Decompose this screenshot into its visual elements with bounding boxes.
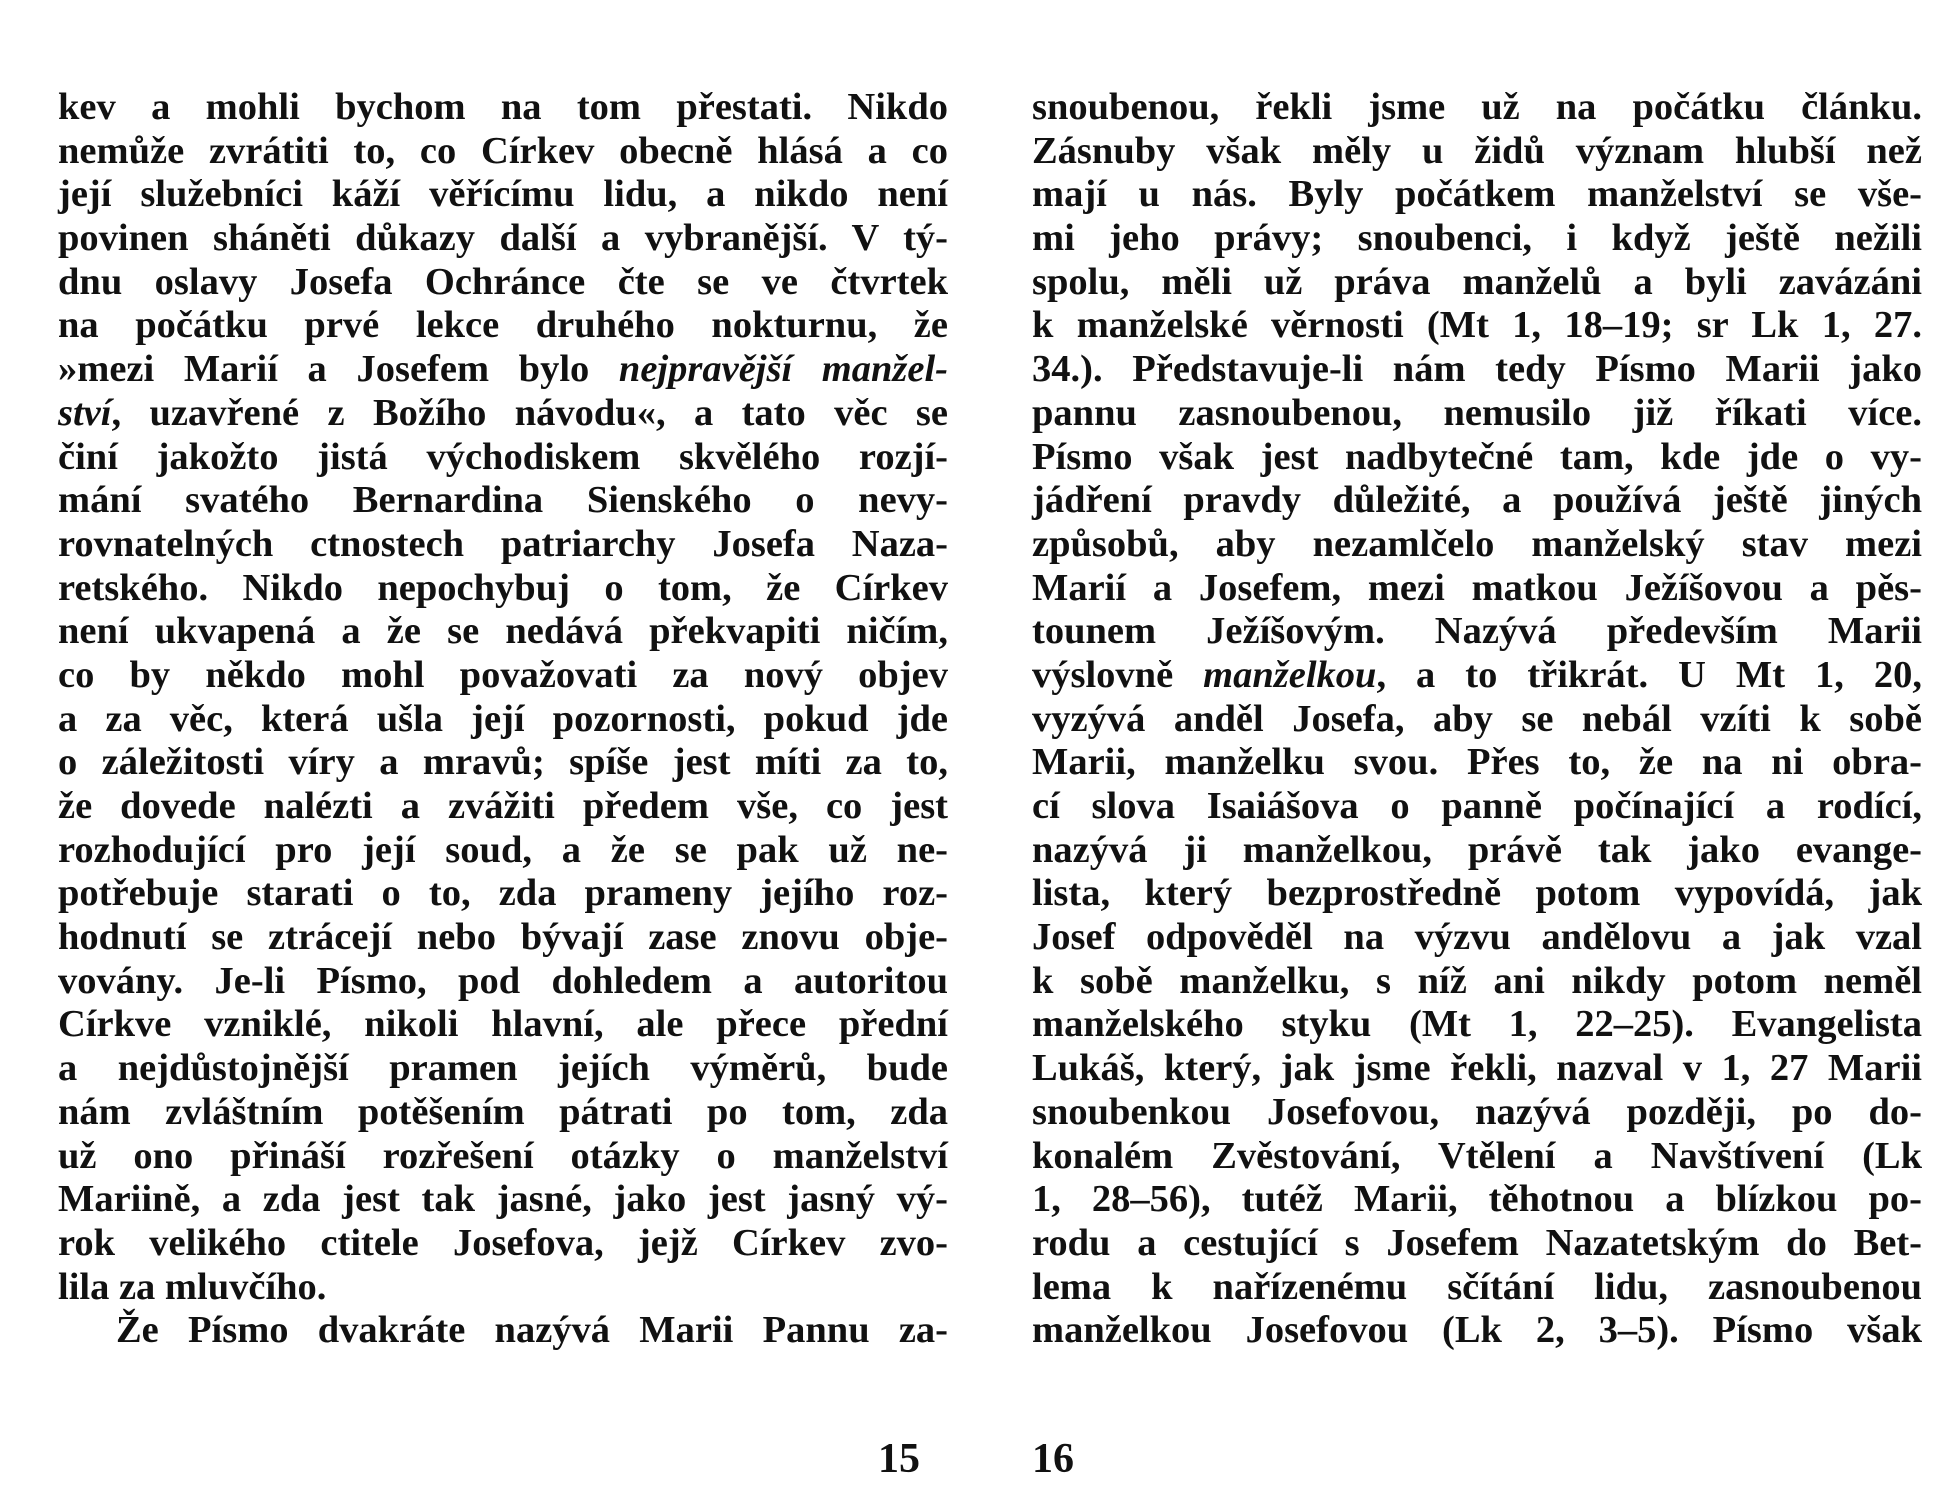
text-line: pannu zasnoubenou, nemusilo již říkati více. bbox=[1032, 391, 1922, 434]
text-line: snoubenou, řekli jsme už na počátku článku. bbox=[1032, 86, 1922, 128]
text-line: lema k nařízenému sčítání lidu, zasnoubenou bbox=[1032, 1265, 1922, 1308]
text-run: »mezi Marií a Josefem bylo bbox=[58, 348, 619, 391]
text-line: činí jakožto jistá východiskem skvělého rozjí- bbox=[58, 435, 948, 478]
text-line: co by někdo mohl považovati za nový objev bbox=[58, 653, 948, 696]
text-line: snoubenkou Josefovou, nazývá později, po do- bbox=[1032, 1090, 1922, 1133]
text-line: dnu oslavy Josefa Ochránce čte se ve čtvrtek bbox=[58, 260, 948, 303]
text-line: lista, který bezprostředně potom vypovídá, jak bbox=[1032, 872, 1922, 915]
text-line: nazývá ji manželkou, právě tak jako evange- bbox=[1032, 828, 1922, 871]
text-line: že dovede nalézti a zvážiti předem vše, co jest bbox=[58, 785, 948, 827]
right-page bbox=[1032, 86, 1922, 1353]
text-line: vyzývá anděl Josefa, aby se nebál vzíti k sobě bbox=[1032, 697, 1922, 740]
text-line: Zásnuby však měly u židů význam hlubší než bbox=[1032, 129, 1922, 172]
text-run: , a to třikrát. U Mt 1, 20, bbox=[1376, 653, 1922, 696]
text-line: lila za mluvčího. bbox=[58, 1265, 327, 1308]
text-run: , uzavřené z Božího návodu«, a tato věc se bbox=[111, 391, 948, 434]
text-line: Církve vzniklé, nikoli hlavní, ale přece přední bbox=[58, 1003, 948, 1046]
text-line: a nejdůstojnější pramen jejích výměrů, bude bbox=[58, 1047, 948, 1090]
text-line: rovnatelných ctnostech patriarchy Josefa Naza- bbox=[58, 522, 948, 565]
left-page bbox=[58, 86, 948, 1353]
emphasized-text: nejpravější manžel- bbox=[618, 348, 948, 391]
text-line: mají u nás. Byly počátkem manželství se vše- bbox=[1032, 173, 1922, 216]
text-line: k manželské věrnosti (Mt 1, 18–19; sr Lk 1, 27. bbox=[1032, 304, 1922, 347]
text-line: 34.). Představuje-li nám tedy Písmo Marii jako bbox=[1032, 348, 1922, 391]
text-line: 1, 28–56), tutéž Marii, těhotnou a blízkou po- bbox=[1032, 1178, 1922, 1221]
text-line: kev a mohli bychom na tom přestati. Nikdo bbox=[58, 86, 948, 128]
text-line: jádření pravdy důležité, a používá ještě jiných bbox=[1032, 479, 1922, 522]
text-line: tounem Ježíšovým. Nazývá především Marii bbox=[1032, 610, 1922, 653]
emphasized-text: manželkou bbox=[1203, 653, 1377, 696]
text-line: cí slova Isaiášova o panně počínající a rodící, bbox=[1032, 785, 1922, 827]
text-line: manželkou Josefovou (Lk 2, 3–5). Písmo však bbox=[1032, 1309, 1922, 1352]
text-line: k sobě manželku, s níž ani nikdy potom neměl bbox=[1032, 959, 1922, 1002]
text-line: spolu, měli už práva manželů a byli zavázáni bbox=[1032, 260, 1922, 303]
text-line: Mariině, a zda jest tak jasné, jako jest jasný vý- bbox=[58, 1178, 948, 1221]
text-run: výslovně bbox=[1032, 653, 1204, 696]
text-line: už ono přináší rozřešení otázky o manželství bbox=[58, 1134, 948, 1177]
text-line: retského. Nikdo nepochybuj o tom, že Církev bbox=[58, 566, 948, 609]
text-line: rok velikého ctitele Josefova, jejž Církev zvo- bbox=[58, 1221, 948, 1264]
text-line: rodu a cestující s Josefem Nazatetským do Bet- bbox=[1032, 1221, 1922, 1264]
text-line: Lukáš, který, jak jsme řekli, nazval v 1, 27 Marii bbox=[1032, 1047, 1922, 1090]
text-line bbox=[58, 392, 948, 436]
text-line: Písmo však jest nadbytečné tam, kde jde o vy- bbox=[1032, 435, 1922, 478]
text-line: rozhodující pro její soud, a že se pak už ne- bbox=[58, 828, 948, 871]
text-line: nemůže zvrátiti to, co Církev obecně hlásá a co bbox=[58, 129, 948, 172]
text-line: způsobů, aby nezamlčelo manželský stav mezi bbox=[1032, 522, 1922, 565]
text-line: a za věc, která ušla její pozornosti, pokud jde bbox=[58, 697, 948, 740]
text-line bbox=[1032, 654, 1922, 698]
text-line: její služebníci káží věřícímu lidu, a nikdo není bbox=[58, 173, 948, 216]
text-line: mi jeho právy; snoubenci, i když ještě nežili bbox=[1032, 217, 1922, 260]
text-line: manželského styku (Mt 1, 22–25). Evangelista bbox=[1032, 1003, 1922, 1046]
text-line: konalém Zvěstování, Vtělení a Navštívení (Lk bbox=[1032, 1134, 1922, 1177]
text-line: povinen sháněti důkazy další a vybranější. V tý- bbox=[58, 217, 948, 260]
text-line: nám zvláštním potěšením pátrati po tom, zda bbox=[58, 1090, 948, 1133]
text-line: Marii, manželku svou. Přes to, že na ni obra- bbox=[1032, 741, 1922, 784]
text-line: o záležitosti víry a mravů; spíše jest míti za to, bbox=[58, 741, 948, 784]
text-line: vovány. Je-li Písmo, pod dohledem a autoritou bbox=[58, 959, 948, 1002]
page-number-right: 16 bbox=[1032, 1436, 1074, 1482]
text-line: na počátku prvé lekce druhého nokturnu, že bbox=[58, 304, 948, 347]
text-line: Marií a Josefem, mezi matkou Ježíšovou a pěs- bbox=[1032, 566, 1922, 609]
text-line: Že Písmo dvakráte nazývá Marii Pannu za- bbox=[116, 1309, 948, 1352]
text-line: potřebuje starati o to, zda prameny jejího roz- bbox=[58, 872, 948, 915]
text-line: není ukvapená a že se nedává překvapiti ničím, bbox=[58, 610, 948, 653]
emphasized-text: ství bbox=[58, 391, 112, 434]
text-line bbox=[58, 348, 948, 392]
text-line: hodnutí se ztrácejí nebo bývají zase znovu obje- bbox=[58, 916, 948, 959]
text-line: Josef odpověděl na výzvu andělovu a jak vzal bbox=[1032, 916, 1922, 959]
page-number-left: 15 bbox=[878, 1436, 920, 1482]
text-line: mání svatého Bernardina Sienského o nevy- bbox=[58, 479, 948, 522]
